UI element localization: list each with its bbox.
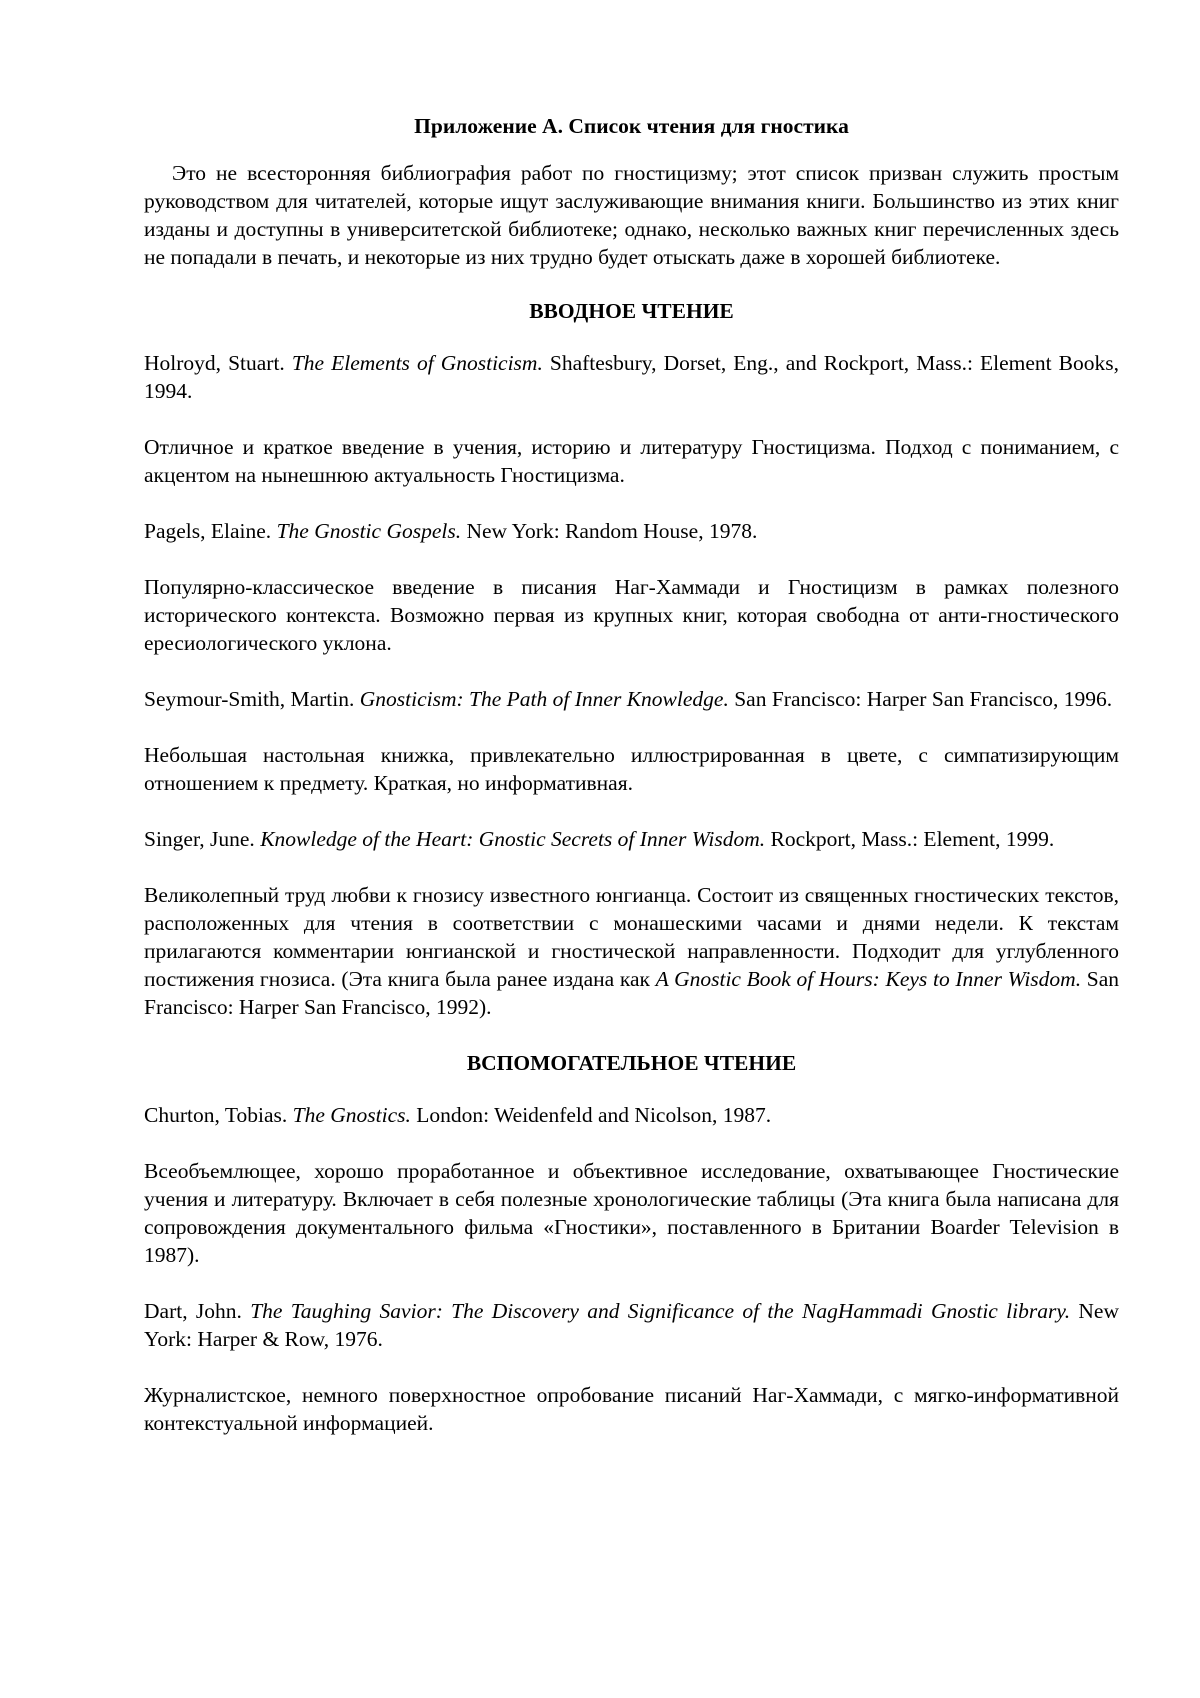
entry-publication: Shaftesbury, Dorset, Eng., and Rockport, Mass.: Element Books, 1994. <box>144 351 1119 403</box>
bibliography-entry <box>144 1101 1119 1129</box>
annotation-text: San Francisco: Harper San Francisco, 1992). <box>144 967 1120 1019</box>
entry-annotation: Отличное и краткое введение в учения, историю и литературу Гностицизма. Подход с пониманием, с акцентом на нынешнюю актуальность Гностицизма. <box>144 435 1119 487</box>
entry-author: Singer, June. <box>144 827 255 851</box>
entry-publication: Rockport, Mass.: Element, 1999. <box>770 827 1055 851</box>
entry-author: Seymour-Smith, Martin. <box>144 687 355 711</box>
entry-publication: New York: Random House, 1978. <box>466 519 758 543</box>
entry-book-title: Gnosticism: The Path of Inner Knowledge. <box>359 687 729 711</box>
entry-publication: London: Weidenfeld and Nicolson, 1987. <box>416 1103 772 1127</box>
entry-author: Pagels, Elaine. <box>144 519 272 543</box>
entry-annotation: Небольшая настольная книжка, привлекательно иллюстрированная в цвете, с симпатизирующим отношением к предмету. Краткая, но информативная. <box>144 743 1119 795</box>
entry-publication: New York: Harper & Row, 1976. <box>144 1299 1120 1351</box>
entry-book-title: The Gnostics. <box>292 1103 411 1127</box>
intro-paragraph: Это не всесторонняя библиография работ по гностицизму; этот список призван служить простым руководством для читателей, которые ищут заслуживающие внимания книги. Большинство из этих книг изданы и доступны в университетской библиотеке; однако, несколько важных книг перечисленных здесь не попадали в печать, и некоторые из них трудно будет отыскать даже в хорошей библиотеке. <box>144 161 1119 269</box>
entry-book-title: The Taughing Savior: The Discovery and Significance of the NagHammadi Gnostic library. <box>250 1299 1071 1323</box>
page-title: Приложение А. Список чтения для гностика <box>414 114 849 138</box>
entry-annotation: Всеобъемлющее, хорошо проработанное и объективное исследование, охватывающее Гностические учения и литературу. Включает в себя полезные хронологические таблицы (Эта книга была написана для сопровождения документального фильма «Гностики», поставленного в Британии Boarder Television в 1987). <box>144 1159 1119 1267</box>
entry-book-title: The Elements of Gnosticism. <box>291 351 543 375</box>
entry-annotation <box>144 881 1119 1021</box>
entry-annotation: Популярно-классическое введение в писания Наг-Хаммади и Гностицизм в рамках полезного исторического контекста. Возможно первая из крупных книг, которая свободна от анти-гностического ересиологического уклона. <box>144 575 1119 655</box>
entry-publication: San Francisco: Harper San Francisco, 1996. <box>734 687 1113 711</box>
entry-author: Holroyd, Stuart. <box>144 351 285 375</box>
section-heading-introductory: ВВОДНОЕ ЧТЕНИЕ <box>529 299 734 323</box>
document-page <box>144 112 1119 1465</box>
section-heading-supplementary: ВСПОМОГАТЕЛЬНОЕ ЧТЕНИЕ <box>466 1051 797 1075</box>
entry-book-title: The Gnostic Gospels. <box>276 519 462 543</box>
bibliography-entry <box>144 685 1119 713</box>
bibliography-entry <box>144 517 1119 545</box>
entry-author: Churton, Tobias. <box>144 1103 288 1127</box>
annotation-text: Великолепный труд любви к гнозису известного юнгианца. Состоит из священных гностических текстов, расположенных для чтения в соответствии с монашескими часами и днями недели. К текстам прилагаются комментарии юнгианской и гностической направленности. Подходит для углубленного постижения гнозиса. (Эта книга была ранее издана как <box>144 883 1119 991</box>
bibliography-entry <box>144 1297 1119 1353</box>
bibliography-entry <box>144 825 1119 853</box>
entry-book-title: Knowledge of the Heart: Gnostic Secrets of Inner Wisdom. <box>260 827 766 851</box>
bibliography-entry <box>144 349 1119 405</box>
entry-annotation: Журналистское, немного поверхностное опробование писаний Наг-Хаммади, с мягко-информативной контекстуальной информацией. <box>144 1383 1119 1435</box>
entry-author: Dart, John. <box>144 1299 242 1323</box>
annotation-book-title: A Gnostic Book of Hours: Keys to Inner Wisdom. <box>655 967 1082 991</box>
